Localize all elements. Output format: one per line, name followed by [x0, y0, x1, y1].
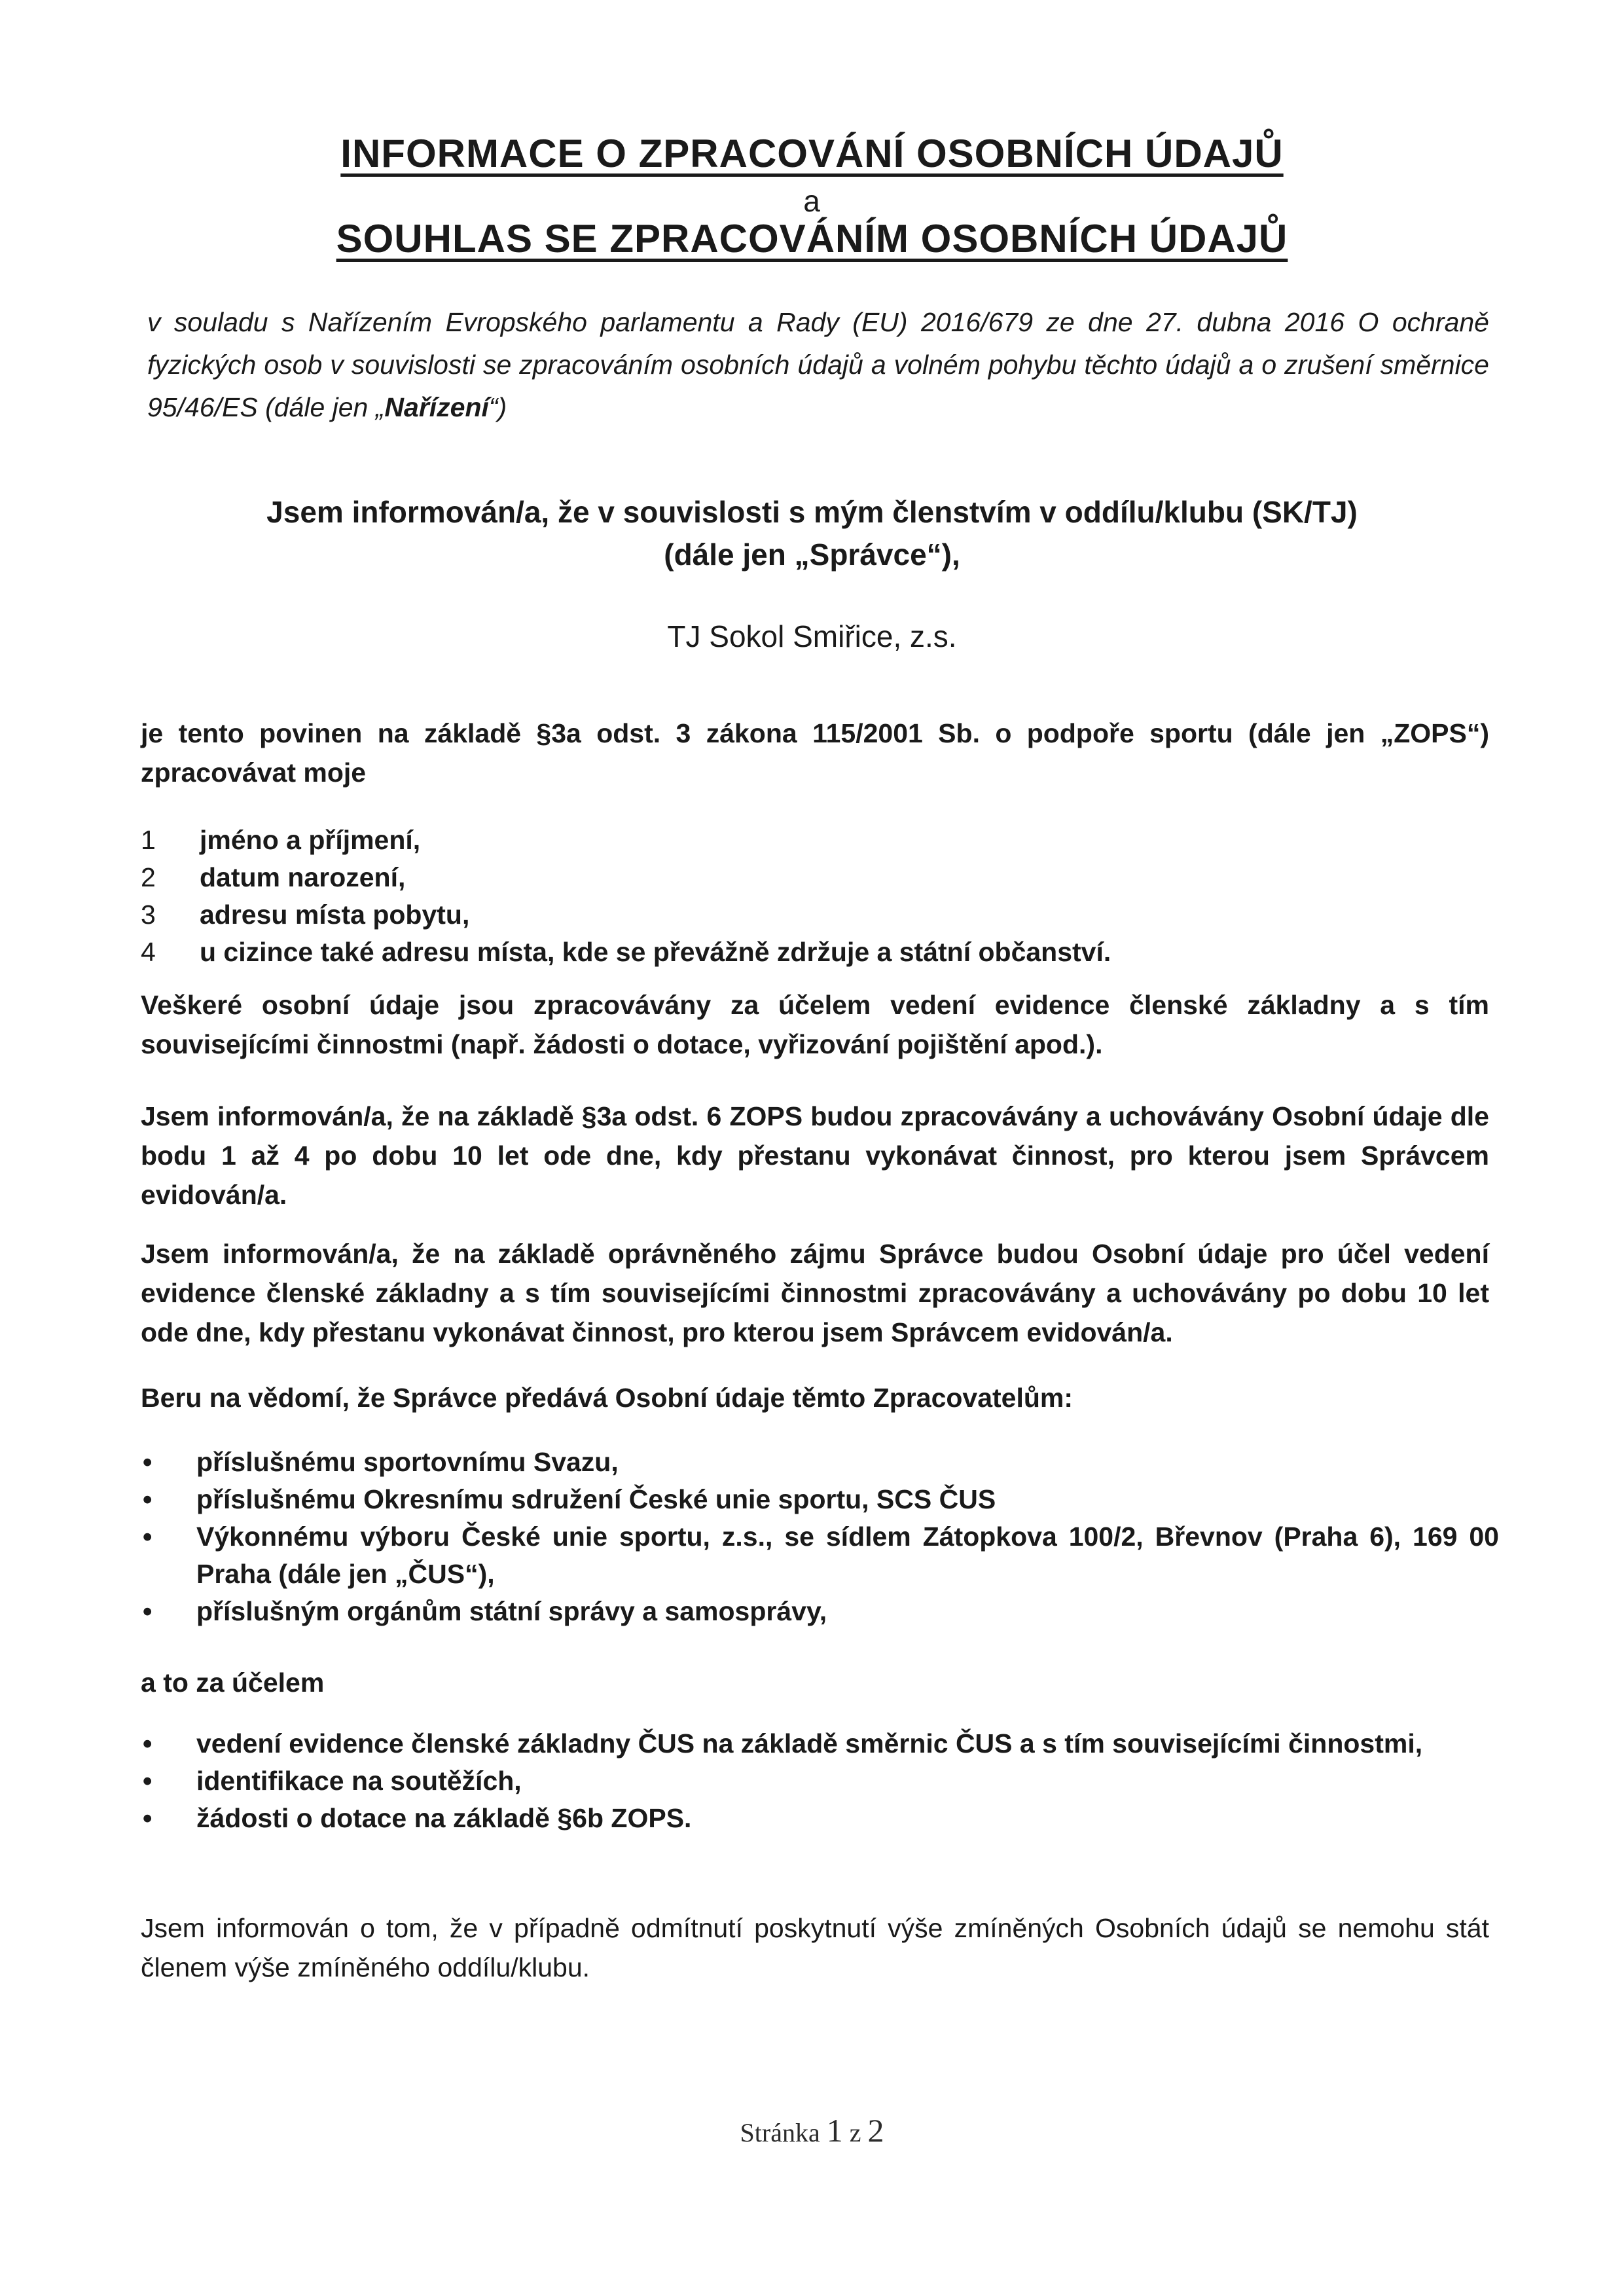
retention-paragraph: Jsem informován/a, že na základě §3a odst. 6 ZOPS budou zpracovávány a uchovávány Osobní údaje dle bodu 1 až 4 po dobu 10 let ode dne, kdy přestanu vykonávat činnost, pro kterou jsem Správcem evidován/a.	[141, 1101, 1489, 1210]
item-text: jméno a příjmení,	[200, 825, 421, 855]
processors-intro: Beru na vědomí, že Správce předává Osobní údaje těmto Zpracovatelům:	[141, 1383, 1074, 1413]
list-item	[137, 1725, 1499, 1762]
item-text: vedení evidence členské základny ČUS na základě směrnic ČUS a s tím souvisejícími činnostmi,	[196, 1728, 1423, 1758]
item-text: žádosti o dotace na základě §6b ZOPS.	[196, 1803, 692, 1833]
personal-data-list	[141, 822, 1111, 971]
processors-list	[137, 1444, 1499, 1630]
purposes-list	[137, 1725, 1499, 1837]
list-item	[141, 859, 1111, 896]
purposes-intro: a to za účelem	[141, 1667, 325, 1698]
list-item	[137, 1481, 1499, 1518]
item-text: příslušnému sportovnímu Svazu,	[196, 1447, 619, 1477]
page-separator: z	[842, 2118, 868, 2147]
membership-statement: Jsem informován/a, že v souvislosti s mým členstvím v oddílu/klubu (SK/TJ)	[266, 495, 1358, 529]
item-text: identifikace na soutěžích,	[196, 1766, 522, 1796]
legal-duty-paragraph: je tento povinen na základě §3a odst. 3 zákona 115/2001 Sb. o podpoře sportu (dále jen „ZOPS“) zpracovávat moje	[141, 718, 1489, 788]
bullet-icon: •	[143, 1803, 153, 1833]
current-page: 1	[826, 2112, 843, 2149]
bullet-icon: •	[143, 1522, 153, 1552]
document-title: INFORMACE O ZPRACOVÁNÍ OSOBNÍCH ÚDAJŮ	[340, 132, 1284, 175]
item-number: 3	[141, 900, 156, 930]
list-item	[141, 934, 1111, 971]
item-text: adresu místa pobytu,	[200, 900, 470, 930]
list-item	[137, 1518, 1499, 1593]
item-text: u cizince také adresu místa, kde se převážně zdržuje a státní občanství.	[200, 937, 1111, 967]
bullet-icon: •	[143, 1728, 153, 1758]
regulation-text: v souladu s Nařízením Evropského parlamentu a Rady (EU) 2016/679 ze dne 27. dubna 2016 O ochraně fyzických osob v souvislosti se zpracováním osobních údajů a volném pohybu těchto údajů a o zrušení směrnice 95/46/ES (dále jen „	[147, 307, 1489, 422]
page-number	[0, 2111, 1624, 2149]
list-item	[141, 896, 1111, 934]
bullet-icon: •	[143, 1484, 153, 1514]
list-item	[141, 822, 1111, 859]
refusal-paragraph: Jsem informován o tom, že v případně odmítnutí poskytnutí výše zmíněných Osobních údajů se nemohu stát členem výše zmíněného oddílu/klubu.	[141, 1913, 1489, 1982]
page-label: Stránka	[740, 2118, 827, 2147]
document-subtitle: SOUHLAS SE ZPRACOVÁNÍM OSOBNÍCH ÚDAJŮ	[336, 217, 1288, 261]
regulation-reference	[147, 301, 1489, 429]
item-number: 4	[141, 937, 156, 967]
item-text: příslušným orgánům státní správy a samosprávy,	[196, 1596, 827, 1626]
list-item	[137, 1800, 1499, 1837]
item-number: 2	[141, 862, 156, 892]
item-text: příslušnému Okresnímu sdružení České unie sportu, SCS ČUS	[196, 1484, 996, 1514]
controller-definition: (dále jen „Správce“),	[664, 538, 960, 572]
list-item	[137, 1444, 1499, 1481]
club-name: TJ Sokol Smiřice, z.s.	[667, 619, 957, 653]
item-text: Výkonnému výboru České unie sportu, z.s., se sídlem Zátopkova 100/2, Břevnov (Praha 6), 169 00 Praha (dále jen „ČUS“),	[196, 1522, 1499, 1589]
item-text: datum narození,	[200, 862, 406, 892]
bullet-icon: •	[143, 1766, 153, 1796]
list-item	[137, 1593, 1499, 1630]
item-number: 1	[141, 825, 156, 855]
legitimate-interest-paragraph: Jsem informován/a, že na základě oprávněného zájmu Správce budou Osobní údaje pro účel vedení evidence členské základny a s tím souvisejícími činnostmi zpracovávány a uchovávány po dobu 10 let ode dne, kdy přestanu vykonávat činnost, pro kterou jsem Správcem evidován/a.	[141, 1239, 1489, 1347]
regulation-text-end: “)	[488, 392, 507, 422]
purpose-paragraph: Veškeré osobní údaje jsou zpracovávány za účelem vedení evidence členské základny a s tím souvisejícími činnostmi (např. žádosti o dotace, vyřizování pojištění apod.).	[141, 990, 1489, 1059]
regulation-short-name: Nařízení	[384, 392, 489, 422]
list-item	[137, 1762, 1499, 1800]
total-pages: 2	[867, 2112, 884, 2149]
bullet-icon: •	[143, 1596, 153, 1626]
title-conjunction: a	[803, 184, 821, 218]
bullet-icon: •	[143, 1447, 153, 1477]
